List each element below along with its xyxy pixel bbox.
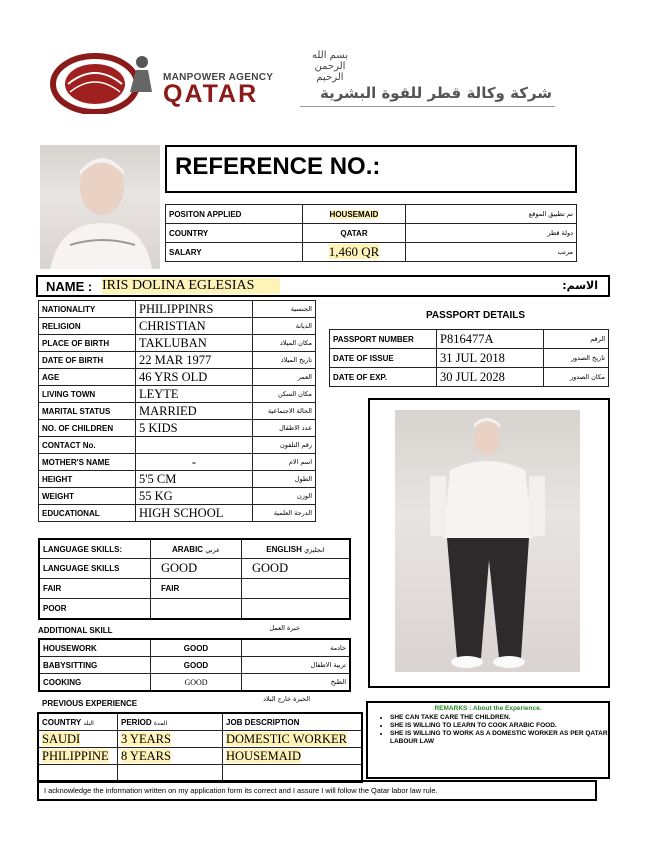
table-row [166,205,577,224]
table-row [38,731,362,748]
personal-label-ar: مكان الميلاد [253,335,316,352]
personal-value: 5'5 CM [136,471,253,488]
experience-job: HOUSEMAID [223,748,363,765]
skill-value: GOOD [151,674,242,692]
table-row [39,674,350,692]
language-label: POOR [39,599,151,620]
table-row [39,369,316,386]
skill-value: GOOD [151,657,242,674]
acknowledgement-text: I acknowledge the information written on my application form its correct and I assure I will follow the Qatar labor law rule. [44,786,438,795]
personal-label: PLACE OF BIRTH [39,335,136,352]
personal-label-ar: عدد الاطفال [253,420,316,437]
personal-label: NO. OF CHILDREN [39,420,136,437]
experience-header-country: COUNTRY البلد [38,713,118,731]
applicant-photo-full [395,410,580,672]
table-row [39,488,316,505]
passport-label-ar: تاريخ الصدور [544,349,609,368]
table-row [39,579,350,599]
passport-value: 30 JUL 2028 [437,368,544,387]
experience-job: DOMESTIC WORKER [223,731,363,748]
remarks-list [368,714,608,746]
table-row [39,437,316,454]
personal-value: LEYTE [136,386,253,403]
agency-logo [50,52,160,114]
language-header-arabic: ARABIC عربي [151,539,242,559]
personal-value: 22 MAR 1977 [136,352,253,369]
personal-label-ar: الحالة الاجتماعية [253,403,316,420]
list-item: • SHE IS WILLING TO WORK AS A DOMESTIC WORKER AS PER QATAR LABOUR LAW [390,730,608,746]
basmala-calligraphy: بسم الله الرحمن الرحيم [311,50,349,83]
additional-skill-title-ar: خبرة العمل [269,624,300,632]
applicant-photo-small [40,145,160,269]
table-row [39,539,350,559]
header-rule [300,106,555,107]
table-row [38,748,362,765]
table-row [39,505,316,522]
language-header-label: LANGUAGE SKILLS: [39,539,151,559]
personal-value: 46 YRS OLD [136,369,253,386]
language-arabic-value [151,599,242,620]
experience-country: PHILIPPINE [38,748,118,765]
agency-name-arabic: شركة وكالة قطر للقوة البشرية [320,84,552,102]
language-header-english: ENGLISH انجليزي [242,539,351,559]
personal-label: EDUCATIONAL [39,505,136,522]
table-row [39,386,316,403]
experience-period: 3 YEARS [118,731,223,748]
language-english-value: GOOD [242,559,351,579]
language-english-value [242,579,351,599]
personal-label-ar: الوزن [253,488,316,505]
skill-value: GOOD [151,639,242,657]
table-row [38,713,362,731]
table-row [39,420,316,437]
personal-details-table [38,300,316,522]
table-row [39,599,350,620]
experience-country: SAUDI [38,731,118,748]
language-arabic-value: FAIR [151,579,242,599]
passport-label-ar: الرقم [544,330,609,349]
skill-label-ar: الطبخ [242,674,351,692]
table-row [166,224,577,243]
table-row [330,330,609,349]
experience-table [37,712,363,783]
additional-skill-table [38,638,351,692]
skill-label-ar: خادمة [242,639,351,657]
passport-value: P816477A [437,330,544,349]
job-label-ar: تم تطبيق الموقع [406,205,577,224]
personal-label-ar: الطول [253,471,316,488]
experience-header-period: PERIOD المدة [118,713,223,731]
personal-label-ar: الدرجة العلمية [253,505,316,522]
personal-label: RELIGION [39,318,136,335]
additional-skill-title: ADDITIONAL SKILL [38,626,113,635]
job-label-ar: دولة قطر [406,224,577,243]
personal-value [136,437,253,454]
personal-label: WEIGHT [39,488,136,505]
table-row [39,454,316,471]
job-value: HOUSEMAID [303,205,406,224]
experience-title: PREVIOUS EXPERIENCE [42,699,138,708]
personal-label-ar: الديانة [253,318,316,335]
agency-name-small: MANPOWER AGENCY [163,72,274,83]
personal-label-ar: اسم الام [253,454,316,471]
personal-value: CHRISTIAN [136,318,253,335]
list-item: • SHE CAN TAKE CARE THE CHILDREN. [390,714,608,722]
experience-title-ar: الخبرة خارج البلاد [263,695,310,703]
name-label-ar: الاسم: [562,279,598,292]
personal-label: HEIGHT [39,471,136,488]
skill-label: BABYSITTING [39,657,151,674]
passport-value: 31 JUL 2018 [437,349,544,368]
reference-box [165,145,577,193]
agency-name-big: QATAR [163,80,259,108]
job-label: COUNTRY [166,224,303,243]
table-row [39,639,350,657]
table-row [330,349,609,368]
table-row [330,368,609,387]
table-row [39,352,316,369]
table-row [39,301,316,318]
reference-title: REFERENCE NO.: [175,153,381,180]
personal-value: MARRIED [136,403,253,420]
passport-title: PASSPORT DETAILS [426,310,526,321]
personal-label-ar: الجنسية [253,301,316,318]
language-arabic-value: GOOD [151,559,242,579]
job-value: 1,460 QR [303,243,406,262]
personal-label-ar: مكان السكن [253,386,316,403]
personal-label: DATE OF BIRTH [39,352,136,369]
acknowledgement-box [37,780,597,801]
personal-value: 55 KG [136,488,253,505]
language-english-value [242,599,351,620]
passport-table [329,329,609,387]
name-label: NAME : [46,279,93,294]
passport-label: PASSPORT NUMBER [330,330,437,349]
remarks-title: REMARKS : About the Experience. [434,705,542,712]
job-value: QATAR [303,224,406,243]
list-item: • SHE IS WILLING TO LEARN TO COOK ARABIC FOOD. [390,722,608,730]
language-label: LANGUAGE SKILLS [39,559,151,579]
experience-period: 8 YEARS [118,748,223,765]
skill-label-ar: تربية الاطفال [242,657,351,674]
personal-label: NATIONALITY [39,301,136,318]
passport-label: DATE OF EXP. [330,368,437,387]
personal-value: PHILIPPINRS [136,301,253,318]
personal-label: LIVING TOWN [39,386,136,403]
skill-label: HOUSEWORK [39,639,151,657]
applicant-name: IRIS DOLINA EGLESIAS [102,278,280,294]
job-table [165,204,577,262]
table-row [39,657,350,674]
experience-header-job: JOB DESCRIPTION [223,713,363,731]
personal-label: CONTACT No. [39,437,136,454]
table-row [39,403,316,420]
table-row [39,318,316,335]
personal-label-ar: العمر [253,369,316,386]
table-row [166,243,577,262]
name-bar [36,275,610,297]
personal-label: MOTHER'S NAME [39,454,136,471]
table-row [39,471,316,488]
personal-label-ar: رقم التلفون [253,437,316,454]
language-label: FAIR [39,579,151,599]
job-label: SALARY [166,243,303,262]
job-label-ar: مرتب [406,243,577,262]
personal-label: MARITAL STATUS [39,403,136,420]
personal-value: - [136,454,253,471]
personal-value: TAKLUBAN [136,335,253,352]
personal-label: AGE [39,369,136,386]
table-row [39,335,316,352]
passport-label-ar: مكان الصدور [544,368,609,387]
passport-label: DATE OF ISSUE [330,349,437,368]
table-row [39,559,350,579]
job-label: POSITON APPLIED [166,205,303,224]
personal-value: HIGH SCHOOL [136,505,253,522]
language-table [38,538,351,620]
personal-label-ar: تاريخ الميلاد [253,352,316,369]
remarks-box [366,701,610,779]
personal-value: 5 KIDS [136,420,253,437]
skill-label: COOKING [39,674,151,692]
